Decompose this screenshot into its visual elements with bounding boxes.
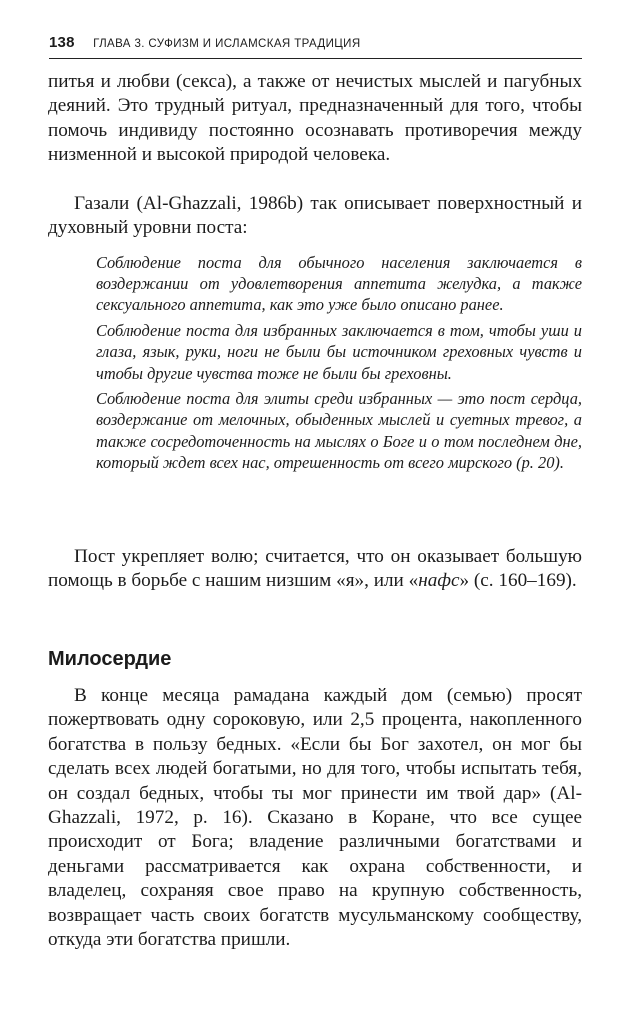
paragraph-fast-text [48,545,582,594]
paragraph-intro [48,70,582,168]
paragraph-charity [48,684,582,952]
chapter-title: ГЛАВА 3. СУФИЗМ И ИСЛАМСКАЯ ТРАДИЦИЯ [93,38,361,50]
term-nafs: нафс [418,570,460,592]
paragraph-ghazali-lead-text: Газали (Al-Ghazzali, 1986b) так описывает поверхностный и духовный уровни поста: [48,193,582,239]
page-number: 138 [49,34,75,51]
header-rule [49,58,582,59]
paragraph-ghazali-lead [48,192,582,241]
paragraph-fast-after: » (с. 160–169). [459,570,577,592]
quote-paragraph: Соблюдение поста для избранных заключается в том, чтобы уши и глаза, язык, руки, ноги не были бы источником греховных чувств и чтобы другие чувства тоже не были бы греховны. [96,321,582,383]
paragraph-charity-text: В конце месяца рамадана каждый дом (семью) просят пожертвовать одну сороковую, или 2,5 процента, накопленного богатства в пользу бедных. «Если бы Бог захотел, он мог бы сделать всех людей богатыми, но для того, чтобы испытать тебя, он создал бедных, чтобы ты мог принести им твой дар» (Al-Ghazzali, 1972, р. 16). Сказано в Коране, что все сущее происходит от Бога; владение различными богатствами и деньгами рассматривается как охрана собственности, и владелец, сохраняя свое право на крупную собственность, возвращает часть своих богатств мусульманскому сообществу, откуда эти богатства пришли. [48,685,582,951]
quote-paragraph: Соблюдение поста для элиты среди избранных — это пост сердца, воздержание от мелочных, обыденных мыслей и суетных тревог, а также сосредоточенность на мыслях о Боге и о том последнем дне, который ждет всех нас, отрешенность от всего мирского (р. 20). [96,389,582,472]
quote-paragraph: Соблюдение поста для обычного населения заключается в воздержании от удовлетворения аппетита желудка, а также сексуального аппетита, как это уже было описано ранее. [96,253,582,315]
block-quote [96,252,582,478]
paragraph-intro-text: питья и любви (секса), а также от нечистых мыслей и пагубных деяний. Это трудный ритуал, предназначенный для того, чтобы помочь индивиду постоянно осознавать противоречия между низменной и высокой природой человека. [48,71,582,166]
running-header [49,34,582,56]
section-heading: Милосердие [48,648,172,670]
paragraph-fast-before: Пост укрепляет волю; считается, что он оказывает большую помощь в борьбе с нашим низшим «я», или « [48,546,582,592]
paragraph-fast [48,545,582,594]
